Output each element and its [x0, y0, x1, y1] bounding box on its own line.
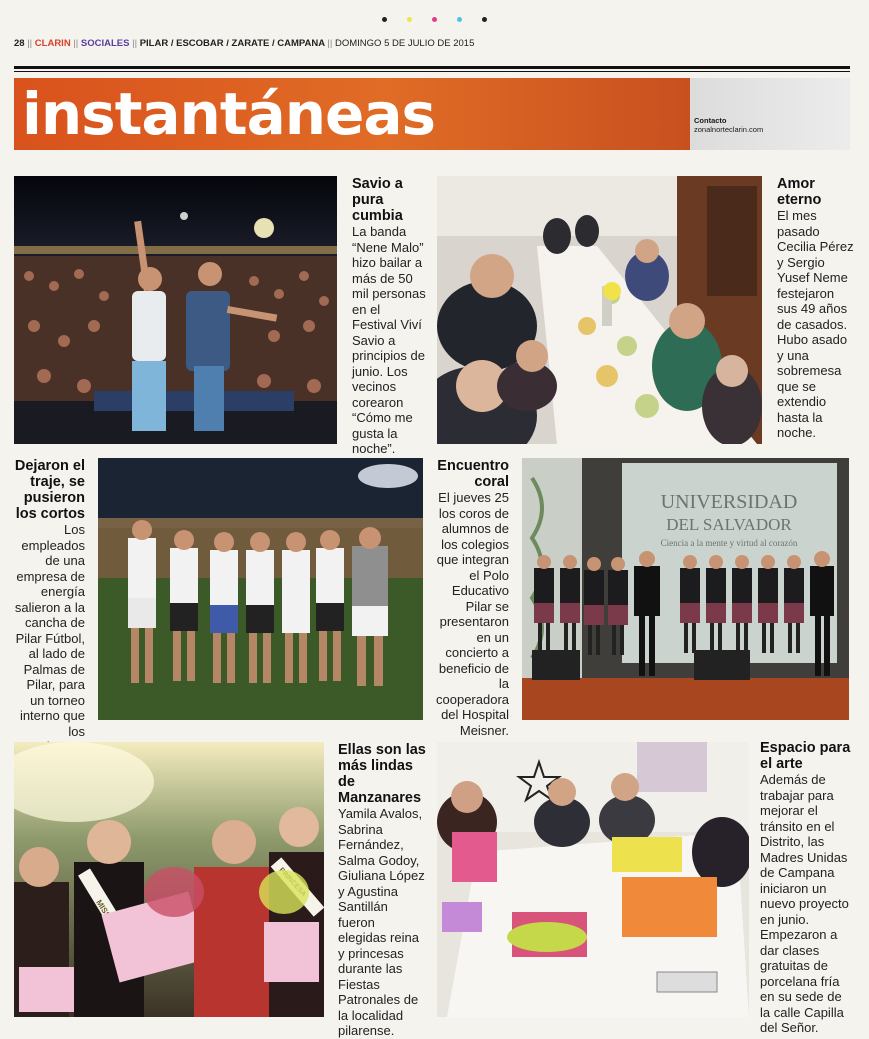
page-number: 28 — [14, 38, 25, 49]
story-body: El jueves 25 los coros de alumnos de los colegios que integran el Polo Educativo Pilar se presentaron en un concierto a beneficio de la cooperadora del Hospital Meisner. — [436, 490, 509, 738]
issue-date: DOMINGO 5 DE JULIO DE 2015 — [334, 38, 475, 49]
photo-art-class — [437, 742, 749, 1017]
photo-concert — [14, 176, 337, 444]
story-title: Encuentro coral — [437, 458, 509, 490]
story-choir — [436, 458, 509, 738]
section-banner — [14, 78, 690, 150]
brand-name: CLARIN — [34, 38, 71, 49]
contact-email: zonalnorteclarin.com — [694, 125, 764, 134]
header-rule — [14, 66, 850, 69]
story-title: Dejaron el traje, se pusieron los cortos — [14, 458, 85, 522]
story-body: El mes pasado Cecilia Pérez y Sergio Yusef Neme festejaron sus 49 años de casados. Hubo asado y una sobremesa que se extendio hasta la noche. — [777, 208, 854, 440]
story-anniversary — [777, 176, 857, 441]
header-rule-thin — [14, 71, 850, 72]
sash-text-1: MISS — [94, 898, 113, 920]
story-football — [12, 458, 85, 755]
story-body: Además de trabajar para mejorar el tránsito en el Distrito, las Madres Unidas de Campana iniciaron un nuevo proyecto en junio. Empezaron a dar clases gratuitas de porcelana fría en su sede de la calle Capilla del Señor. — [760, 772, 849, 1035]
banner-sign-line1: UNIVERSIDAD — [660, 491, 798, 513]
photo-choir — [522, 458, 849, 720]
photo-dinner — [437, 176, 762, 444]
story-title: Ellas son las más lindas de Manzanares — [338, 742, 426, 806]
story-body: La banda “Nene Malo” hizo bailar a más de 50 mil personas en el Festival Viví Savio a principios de junio. Los vecinos corearon “Cómo me gusta la noche”. — [352, 224, 426, 456]
banner-sign-line2: DEL SALVADOR — [666, 515, 792, 534]
zone-name: PILAR / ESCOBAR / ZARATE / CAMPANA — [139, 38, 325, 49]
section-name: SOCIALES — [80, 38, 130, 49]
story-body: Yamila Avalos, Sabrina Fernández, Salma Godoy, Giuliana López y Agustina Santillán fueron elegidas reina y princesas durante las Fiestas Patronales de la localidad pilarense. — [338, 806, 425, 1038]
photo-football-team — [98, 458, 423, 720]
story-body: Los empleados de una empresa de energía salieron a la cancha de Pilar Fútbol, al lado de Palmas de Pilar, para un torneo interno que los — [14, 522, 85, 739]
contact-label: Contacto — [694, 116, 727, 125]
banner-sign-line3: Ciencia a la mente y virtud al corazón — [660, 538, 798, 548]
story-queens — [338, 742, 426, 1039]
banner-side-panel — [690, 78, 850, 150]
page-folio: 28 || CLARIN || SOCIALES || PILAR / ESCOBAR / ZARATE / CAMPANA || DOMINGO 5 DE JULIO DE 2015 — [14, 38, 475, 49]
story-title: Espacio para el arte — [760, 740, 851, 772]
contact-block — [694, 116, 763, 134]
story-title: Amor eterno — [777, 176, 822, 208]
story-concert — [352, 176, 428, 457]
registration-marks — [0, 13, 869, 25]
story-art — [760, 740, 852, 1036]
story-title: Savio a pura cumbia — [352, 176, 403, 224]
photo-queens — [14, 742, 324, 1017]
banner-title: instantáneas — [22, 80, 436, 148]
